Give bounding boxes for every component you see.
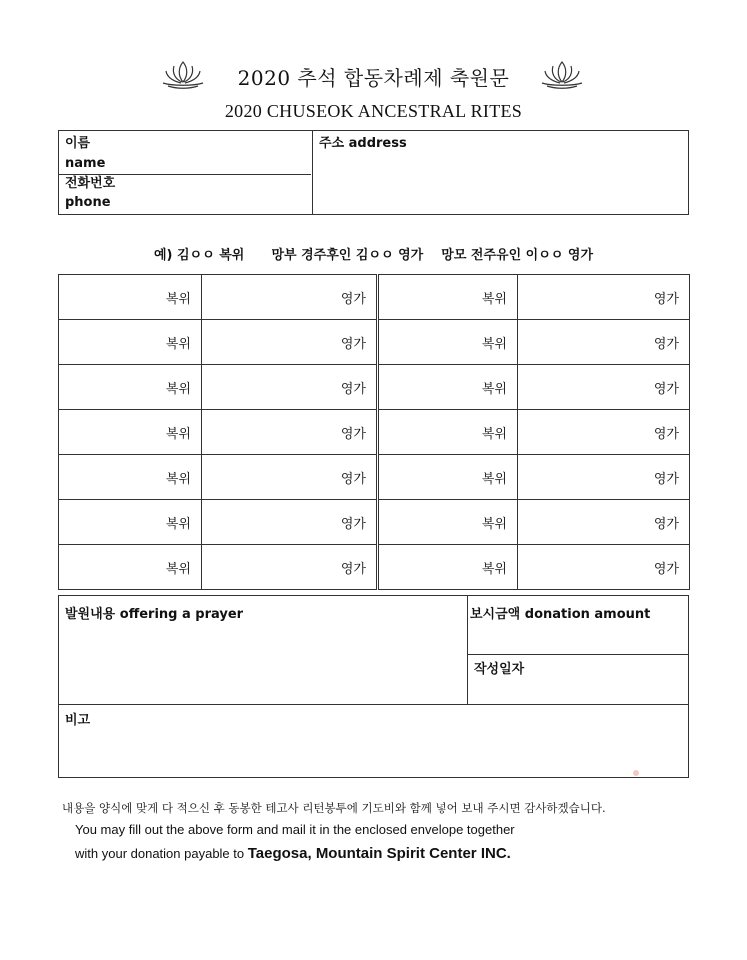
table-row: [59, 365, 690, 410]
table-row: [59, 455, 690, 500]
address-field[interactable]: [312, 131, 689, 214]
spirit-entry-cell[interactable]: 영가: [202, 455, 378, 500]
spirit-entry-cell[interactable]: 영가: [202, 545, 378, 590]
page-title: 2020 추석 합동차례제 축원문: [237, 66, 510, 90]
phone-label-en: phone: [65, 195, 111, 210]
name-entry-cell[interactable]: 복위: [378, 500, 518, 545]
table-row: [59, 500, 690, 545]
spirit-entry-cell[interactable]: 영가: [518, 455, 690, 500]
info-box: [58, 130, 689, 215]
spirit-entry-cell[interactable]: 영가: [518, 410, 690, 455]
name-entry-cell[interactable]: 복위: [59, 500, 202, 545]
spirit-entry-cell[interactable]: 영가: [202, 410, 378, 455]
table-row: [59, 545, 690, 590]
date-label: 작성일자: [474, 662, 525, 677]
page-subtitle: 2020 CHUSEOK ANCESTRAL RITES: [224, 101, 523, 121]
lotus-icon: [539, 58, 585, 90]
name-entry-cell[interactable]: 복위: [378, 410, 518, 455]
table-row: [59, 275, 690, 320]
name-entry-cell[interactable]: 복위: [378, 275, 518, 320]
footer-korean-note: 내용을 양식에 맞게 다 적으신 후 동봉한 테고사 리턴봉투에 기도비와 함께 넣어 보내 주시면 감사하겠습니다.: [62, 801, 606, 815]
name-entry-cell[interactable]: 복위: [59, 320, 202, 365]
spirit-entry-cell[interactable]: 영가: [202, 320, 378, 365]
name-entry-cell[interactable]: 복위: [59, 275, 202, 320]
name-entry-cell[interactable]: 복위: [59, 455, 202, 500]
footer-english-line1: You may fill out the above form and mail it in the enclosed envelope together: [75, 822, 515, 837]
prayer-field[interactable]: [59, 596, 467, 704]
prayer-box: [58, 595, 689, 778]
spirit-entry-cell[interactable]: 영가: [518, 545, 690, 590]
spirit-entry-cell[interactable]: 영가: [518, 275, 690, 320]
decorative-dot: [633, 770, 639, 776]
spirit-entry-cell[interactable]: 영가: [202, 365, 378, 410]
donation-label: 보시금액 donation amount: [470, 607, 651, 622]
name-field[interactable]: [59, 131, 311, 175]
notes-label: 비고: [65, 713, 91, 728]
date-field[interactable]: [467, 654, 689, 704]
spirit-entry-cell[interactable]: 영가: [202, 500, 378, 545]
table-row: [59, 320, 690, 365]
footer-organization-name: Taegosa, Mountain Spirit Center INC.: [247, 845, 511, 862]
name-entry-cell[interactable]: 복위: [59, 545, 202, 590]
name-label-en: name: [65, 156, 106, 171]
name-entry-cell[interactable]: 복위: [378, 455, 518, 500]
address-label: 주소 address: [319, 136, 407, 151]
name-label-ko: 이름: [65, 136, 91, 151]
name-entry-cell[interactable]: 복위: [59, 365, 202, 410]
spirit-entry-cell[interactable]: 영가: [518, 320, 690, 365]
spirit-entry-cell[interactable]: 영가: [518, 365, 690, 410]
name-entry-cell[interactable]: 복위: [378, 365, 518, 410]
entry-table: [58, 274, 690, 590]
example-line: 예) 김ㅇㅇ 복위 망부 경주후인 김ㅇㅇ 영가 망모 전주유인 이ㅇㅇ 영가: [153, 248, 594, 263]
phone-label-ko: 전화번호: [65, 176, 116, 191]
spirit-entry-cell[interactable]: 영가: [518, 500, 690, 545]
spirit-entry-cell[interactable]: 영가: [202, 275, 378, 320]
prayer-label: 발원내용 offering a prayer: [65, 607, 244, 622]
name-entry-cell[interactable]: 복위: [378, 320, 518, 365]
donation-field[interactable]: [467, 596, 689, 655]
notes-field[interactable]: [59, 704, 688, 778]
phone-field[interactable]: [59, 174, 311, 214]
table-row: [59, 410, 690, 455]
footer-english-prefix: with your donation payable to: [75, 846, 248, 861]
footer-english-line2: [75, 845, 511, 862]
name-entry-cell[interactable]: 복위: [378, 545, 518, 590]
name-entry-cell[interactable]: 복위: [59, 410, 202, 455]
